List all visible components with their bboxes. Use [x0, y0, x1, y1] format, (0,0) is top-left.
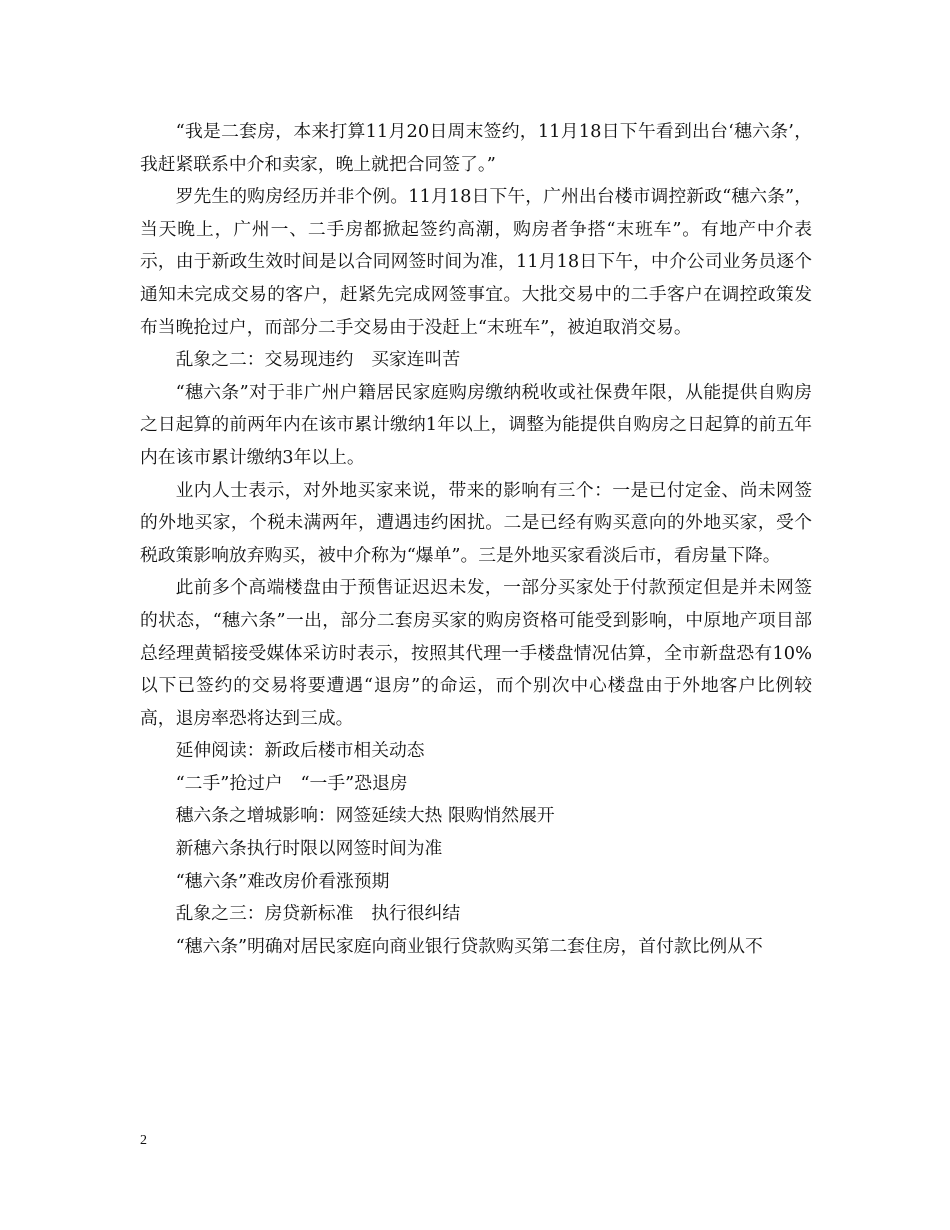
- extended-reading-item: “穗六条”难改房价看涨预期: [175, 870, 390, 892]
- paragraph-quote: “我是二套房，本来打算11月20日周末签约，11月18日下午看到出台‘穗六条’，我赶紧联系中介和卖家，晚上就把合同签了。”: [140, 121, 812, 175]
- paragraph-mortgage-standard: “穗六条”明确对居民家庭向商业银行贷款购买第二套住房，首付款比例从不: [175, 935, 763, 957]
- paragraph-tax-years: “穗六条”对于非广州户籍居民家庭购房缴纳税收或社保费年限，从能提供自购房之日起算的前两年内在该市累计缴纳1年以上，调整为能提供自购房之日起算的前五年内在该市累计缴纳3年以上。: [140, 381, 812, 468]
- extended-reading-heading: 延伸阅读：新政后楼市相关动态: [175, 740, 425, 762]
- section-heading-chaos-two: 乱象之二：交易现违约 买家连叫苦: [175, 349, 461, 371]
- paragraph-buying-experience: 罗先生的购房经历并非个例。11月18日下午，广州出台楼市调控新政“穗六条”，当天晚上，广州一、二手房都掀起签约高潮，购房者争搭“末班车”。有地产中介表示，由于新政生效时间是以合同网签时间为准，11月18日下午，中介公司业务员逐个通知未完成交易的客户，赶紧先完成网签事宜。大批交易中的二手客户在调控政策发布当晚抢过户，而部分二手交易由于没赶上“末班车”，被迫取消交易。: [140, 186, 812, 338]
- section-heading-chaos-three: 乱象之三：房贷新标准 执行很纠结: [175, 903, 461, 925]
- document-body: [140, 116, 812, 963]
- paragraph-industry-impact: 业内人士表示，对外地买家来说，带来的影响有三个：一是已付定金、尚未网签的外地买家，个税未满两年，遭遇违约困扰。二是已经有购买意向的外地买家，受个税政策影响放弃购买，被中介称为“爆单”。三是外地买家看淡后市，看房量下降。: [140, 479, 812, 566]
- extended-reading-item: 新穗六条执行时限以网签时间为准: [175, 838, 443, 860]
- extended-reading-item: 穗六条之增城影响：网签延续大热 限购悄然展开: [175, 805, 555, 827]
- page-number: 2: [140, 1133, 147, 1148]
- extended-reading-item: “二手”抢过户 “一手”恐退房: [175, 772, 408, 794]
- paragraph-presale-status: 此前多个高端楼盘由于预售证迟迟未发，一部分买家处于付款预定但是并未网签的状态，“穗六条”一出，部分二套房买家的购房资格可能受到影响，中原地产项目部总经理黄韬接受媒体采访时表示，按照其代理一手楼盘情况估算，全市新盘恐有10%以下已签约的交易将要遭遇“退房”的命运，而个别次中心楼盘由于外地客户比例较高，退房率恐将达到三成。: [140, 577, 812, 729]
